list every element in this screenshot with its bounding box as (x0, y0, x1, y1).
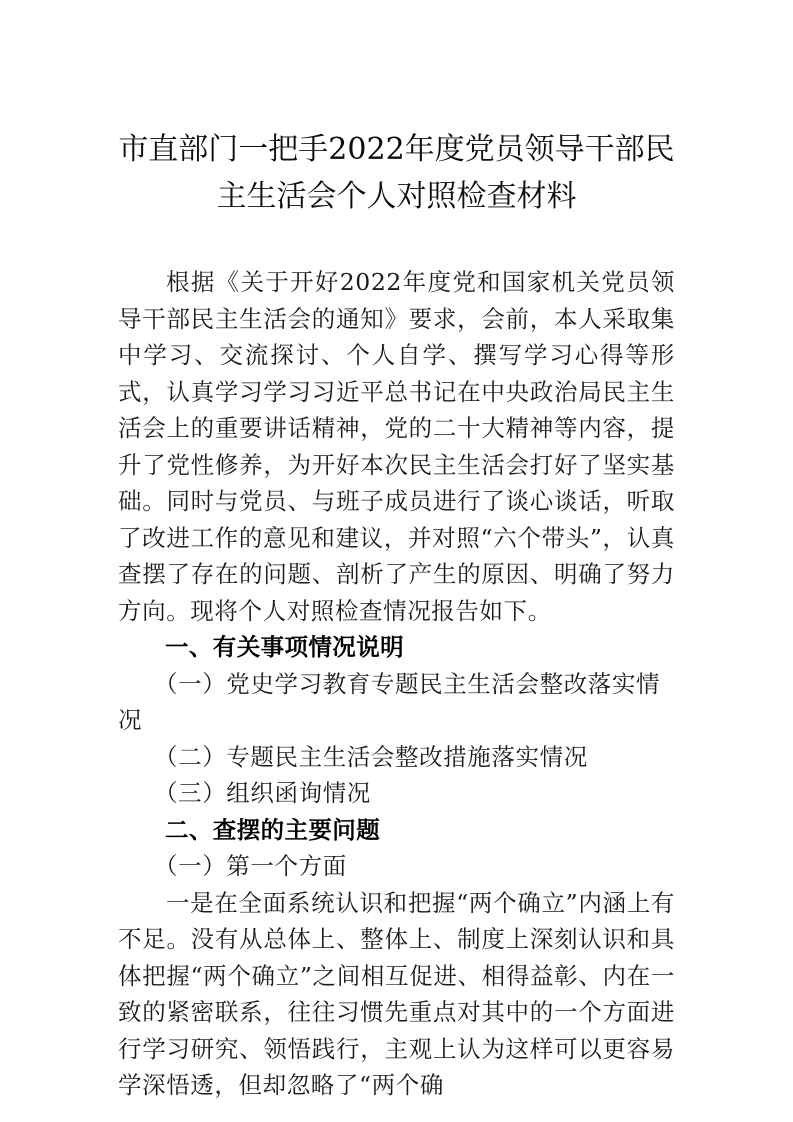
section-1-item-3: （三）组织函询情况 (154, 779, 371, 807)
document-content (118, 0, 675, 1104)
section-heading-1: 一、有关事项情况说明 (165, 633, 404, 661)
page-title (118, 0, 675, 220)
page-title-line-1: 市直部门一把手2022年度党员领导干部民 (118, 132, 675, 167)
section-2-item-1: （一）第一个方面 (154, 852, 347, 880)
opening-paragraph: 根据《关于开好2022年度党和国家机关党员领导干部民主生活会的通知》要求，会前，本人采取集中学习、交流探讨、个人自学、撰写学习心得等形式，认真学习学习习近平总书记在中央政治局民主生活会上的重要讲话精神，党的二十大精神等内容，提升了党性修养，为开好本次民主生活会打好了坚实基础。同时与党员、与班子成员进行了谈心谈话，听取了改进工作的意见和建议，并对照“六个带头”，认真查摆了存在的问题、剖析了产生的原因、明确了努力方向。现将个人对照检查情况报告如下。 (118, 268, 675, 625)
section-heading-2: 二、查摆的主要问题 (165, 815, 381, 844)
page-title-line-2: 主生活会个人对照检查材料 (216, 179, 577, 214)
section-2-body-paragraph: 一是在全面系统认识和把握“两个确立”内涵上有不足。没有从总体上、整体上、制度上深刻认识和具体把握“两个确立”之间相互促进、相得益彰、内在一致的紧密联系，往往习惯先重点对其中的一个方面进行学习研究、领悟践行，主观上认为这样可以更容易学深悟透，但却忽略了“两个确 (118, 888, 675, 1099)
section-1-item-1: （一）党史学习教育专题民主生活会整改落实情况 (118, 669, 661, 734)
section-1-item-2: （二）专题民主生活会整改措施落实情况 (154, 742, 588, 771)
